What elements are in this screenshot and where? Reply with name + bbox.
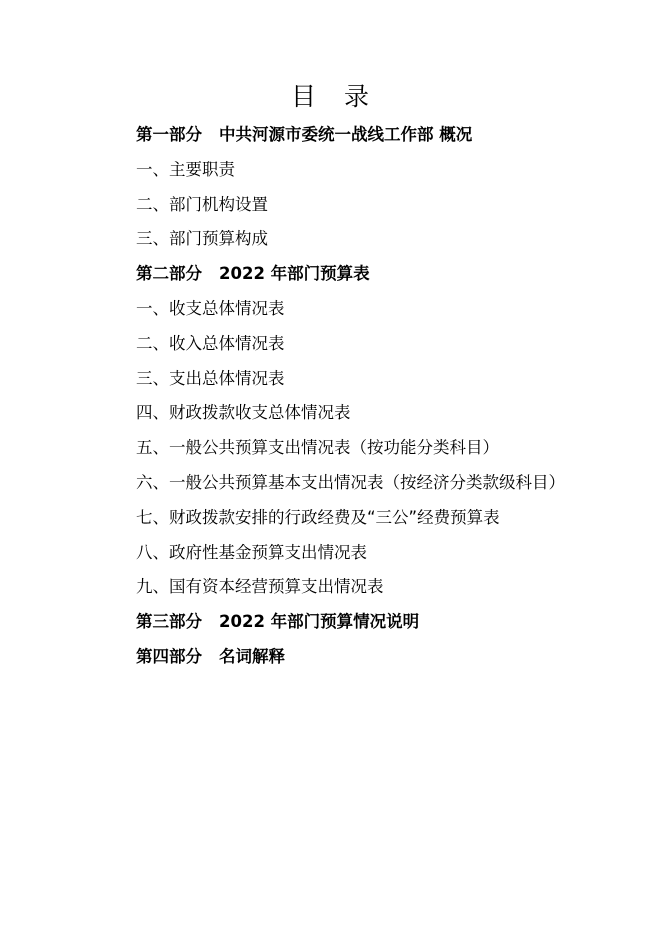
toc-title: 目 录 xyxy=(291,82,379,111)
toc-item: 三、支出总体情况表 xyxy=(136,368,285,388)
toc-item: 六、一般公共预算基本支出情况表（按经济分类款级科目） xyxy=(136,472,565,492)
toc-item: 二、收入总体情况表 xyxy=(136,333,285,353)
table-of-contents xyxy=(0,118,662,675)
part-label: 第二部分 xyxy=(136,264,202,284)
part-title: 2022 年部门预算表 xyxy=(219,264,370,284)
toc-part-1 xyxy=(0,118,662,153)
toc-item: 五、一般公共预算支出情况表（按功能分类科目） xyxy=(136,438,499,458)
part-title: 名词解释 xyxy=(219,646,285,666)
toc-item: 三、部门预算构成 xyxy=(136,229,268,249)
part-title: 2022 年部门预算情况说明 xyxy=(219,612,420,632)
part-label: 第四部分 xyxy=(136,646,202,666)
part-label: 第一部分 xyxy=(136,125,202,144)
toc-item: 二、部门机构设置 xyxy=(136,194,268,214)
toc-item: 九、国有资本经营预算支出情况表 xyxy=(136,577,384,597)
toc-item: 七、财政拨款安排的行政经费及“三公”经费预算表 xyxy=(136,507,500,527)
toc-part-4 xyxy=(0,640,662,675)
toc-part-2 xyxy=(0,257,662,292)
toc-item: 一、收支总体情况表 xyxy=(136,298,285,318)
toc-item: 八、政府性基金预算支出情况表 xyxy=(136,542,367,562)
toc-item: 一、主要职责 xyxy=(136,159,235,179)
toc-item: 四、财政拨款收支总体情况表 xyxy=(136,403,351,423)
part-label: 第三部分 xyxy=(136,612,202,632)
toc-part-3 xyxy=(0,605,662,640)
part-title: 中共河源市委统一战线工作部 概况 xyxy=(219,125,473,144)
